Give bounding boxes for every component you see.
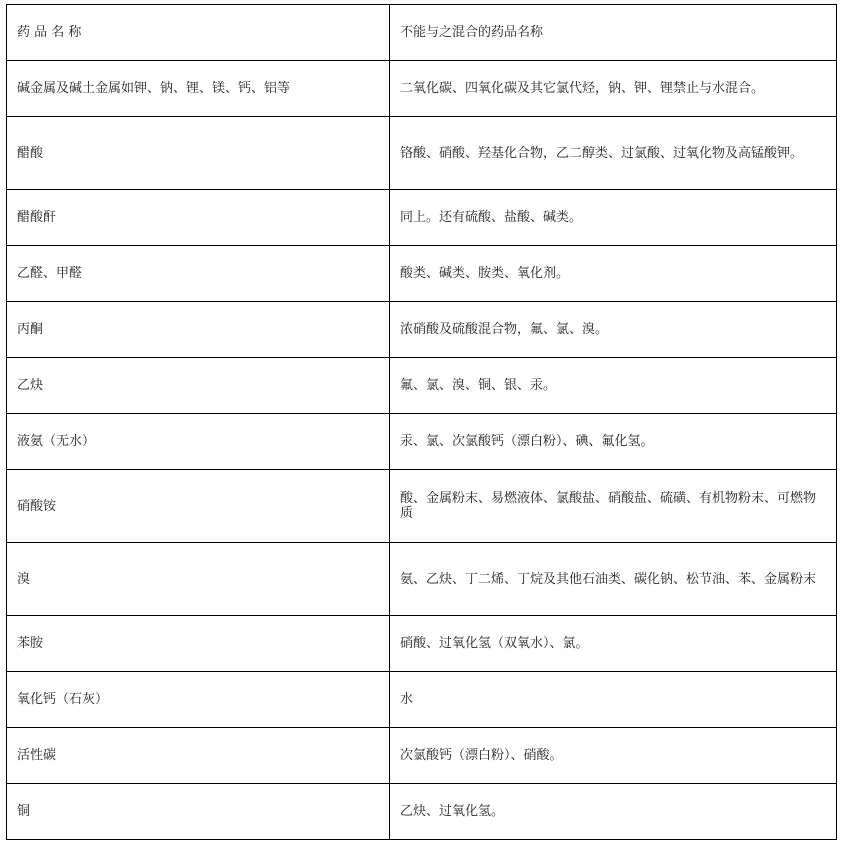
incompatible-chemicals-cell: 乙炔、过氧化氢。 bbox=[390, 784, 837, 840]
incompatible-chemicals-cell: 同上。还有硫酸、盐酸、碱类。 bbox=[390, 190, 837, 246]
incompatible-chemicals-cell: 酸、金属粉末、易燃液体、氯酸盐、硝酸盐、硫磺、有机物粉末、可燃物质 bbox=[390, 470, 837, 543]
chemical-name-cell: 活性碳 bbox=[7, 728, 390, 784]
chemical-name-cell: 醋酸 bbox=[7, 117, 390, 190]
table-row bbox=[7, 728, 837, 784]
chemical-name-cell: 碱金属及碱土金属如钾、钠、锂、镁、钙、铝等 bbox=[7, 61, 390, 117]
incompatible-chemicals-cell: 汞、氯、次氯酸钙（漂白粉）、碘、氟化氢。 bbox=[390, 414, 837, 470]
table-row bbox=[7, 358, 837, 414]
chemical-name-cell: 丙酮 bbox=[7, 302, 390, 358]
table-row bbox=[7, 414, 837, 470]
chemical-name-cell: 液氨（无水） bbox=[7, 414, 390, 470]
table-row bbox=[7, 616, 837, 672]
incompatible-chemicals-cell: 铬酸、硝酸、羟基化合物，乙二醇类、过氯酸、过氧化物及高锰酸钾。 bbox=[390, 117, 837, 190]
chemical-name-cell: 乙炔 bbox=[7, 358, 390, 414]
header-chemical-name: 药 品 名 称 bbox=[7, 5, 390, 61]
chemical-name-cell: 乙醛、甲醛 bbox=[7, 246, 390, 302]
chemical-name-cell: 苯胺 bbox=[7, 616, 390, 672]
table-row bbox=[7, 470, 837, 543]
incompatible-chemicals-cell: 氨、乙炔、丁二烯、丁烷及其他石油类、碳化钠、松节油、苯、金属粉末 bbox=[390, 543, 837, 616]
chemical-name-cell: 醋酸酐 bbox=[7, 190, 390, 246]
table-row bbox=[7, 302, 837, 358]
incompatible-chemicals-cell: 氟、氯、溴、铜、银、汞。 bbox=[390, 358, 837, 414]
table-row bbox=[7, 61, 837, 117]
table-row bbox=[7, 190, 837, 246]
chemical-incompatibility-table bbox=[6, 4, 837, 840]
incompatible-chemicals-cell: 硝酸、过氧化氢（双氧水）、氯。 bbox=[390, 616, 837, 672]
incompatible-chemicals-cell: 酸类、碱类、胺类、氧化剂。 bbox=[390, 246, 837, 302]
chemical-name-cell: 铜 bbox=[7, 784, 390, 840]
incompatible-chemicals-cell: 二氧化碳、四氧化碳及其它氯代烃，钠、钾、锂禁止与水混合。 bbox=[390, 61, 837, 117]
table-row bbox=[7, 246, 837, 302]
table-row bbox=[7, 117, 837, 190]
chemical-name-cell: 硝酸铵 bbox=[7, 470, 390, 543]
incompatible-chemicals-cell: 水 bbox=[390, 672, 837, 728]
table-row bbox=[7, 543, 837, 616]
header-incompatible-chemicals: 不能与之混合的药品名称 bbox=[390, 5, 837, 61]
chemical-name-cell: 溴 bbox=[7, 543, 390, 616]
table-row bbox=[7, 784, 837, 840]
table-row bbox=[7, 672, 837, 728]
incompatible-chemicals-cell: 次氯酸钙（漂白粉）、硝酸。 bbox=[390, 728, 837, 784]
incompatible-chemicals-cell: 浓硝酸及硫酸混合物，氟、氯、溴。 bbox=[390, 302, 837, 358]
header-row bbox=[7, 5, 837, 61]
chemical-name-cell: 氧化钙（石灰） bbox=[7, 672, 390, 728]
